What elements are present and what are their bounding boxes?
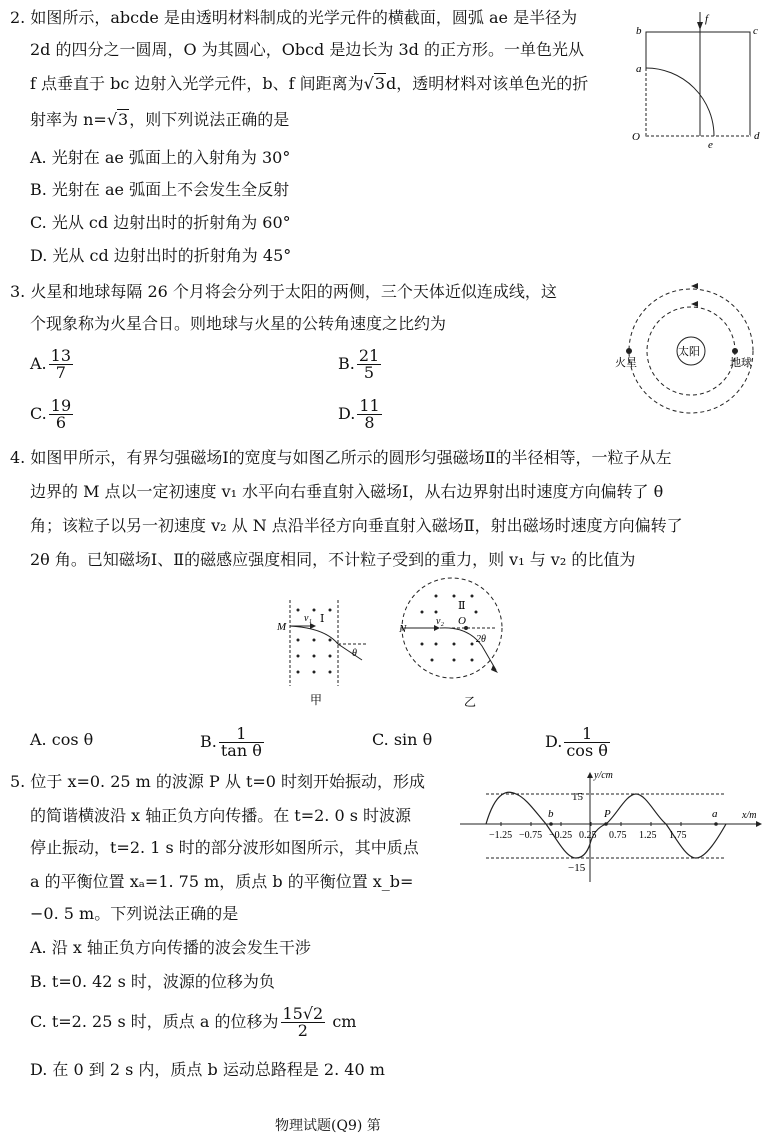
label-b: b (548, 808, 554, 820)
q5-option-d: D. 在 0 到 2 s 内，质点 b 运动总路程是 2. 40 m (30, 1060, 385, 1079)
q2-option-b: B. 光射在 ae 弧面上不会发生全反射 (30, 180, 290, 199)
q4-line4: 2θ 角。已知磁场Ⅰ、Ⅱ的磁感应强度相同，不计粒子受到的重力，则 v₁ 与 v₂ 的比值为 (30, 550, 636, 569)
label-v2: v₂ (436, 616, 444, 627)
x-tick-label: 1.75 (669, 830, 687, 841)
q2-line1: 2. 如图所示，abcde 是由透明材料制成的光学元件的横截面，圆弧 ae 是半径为 (10, 8, 578, 27)
q4-option-b: B. $\frac{1}{\text{tan θ}}$ (200, 724, 262, 760)
q2-option-a: A. 光射在 ae 弧面上的入射角为 30° (30, 148, 291, 167)
q5-line4: a 的平衡位置 xₐ=1. 75 m，质点 b 的平衡位置 x_b= (30, 872, 414, 891)
x-tick-label: −0.25 (549, 830, 573, 841)
label-f: f (705, 13, 709, 25)
y-top-label: 15 (572, 791, 583, 803)
label-d: d (754, 130, 760, 142)
q5-option-c: C. t=2. 25 s 时，质点 a 的位移为 $\frac{15√2}{2}$ cm (30, 1004, 357, 1040)
label-yi: 乙 (464, 695, 477, 709)
q3-option-c: C. $\frac{19}{6}$ (30, 396, 72, 432)
q5-line2: 的简谐横波沿 x 轴正负方向传播。在 t=2. 0 s 时波源 (30, 806, 412, 825)
x-tick-label: 0.75 (609, 830, 627, 841)
q5-line1: 5. 位于 x=0. 25 m 的波源 P 从 t=0 时刻开始振动，形成 (10, 772, 426, 791)
q3-line1: 3. 火星和地球每隔 26 个月将会分列于太阳的两侧，三个天体近似连成线，这 (10, 282, 557, 301)
earth-label: 地球 (730, 357, 752, 369)
x-axis-label: x/m (742, 810, 757, 821)
label-e: e (708, 139, 713, 151)
earth-orbit-arrow (691, 301, 698, 307)
page-footer: 物理试题(Q9) 第 (275, 1118, 381, 1134)
q3-line2: 个现象称为火星合日。则地球与火星的公转角速度之比约为 (30, 314, 447, 333)
q3-option-b: B. $\frac{21}{5}$ (338, 346, 380, 382)
label-field-II: Ⅱ (458, 600, 466, 612)
q4-option-c: C. sin θ (372, 730, 433, 749)
label-a: a (636, 63, 642, 75)
label-2theta: 2θ (476, 634, 486, 645)
label-b: b (636, 25, 642, 37)
mars-dot (626, 348, 632, 354)
y-bottom-label: −15 (568, 862, 586, 874)
x-tick-label: −0.75 (519, 830, 543, 841)
label-v1: v₁ (304, 613, 312, 624)
q5-wave-graph (456, 770, 768, 884)
q3-option-d: D. $\frac{11}{8}$ (338, 396, 380, 432)
q2-line4: 射率为 n=√3，则下列说法正确的是 (30, 110, 290, 129)
earth-dot (732, 348, 738, 354)
x-tick-label: −1.25 (489, 830, 513, 841)
square-outline (646, 32, 750, 136)
arc-ae (646, 68, 714, 136)
x-tick-label: 1.25 (639, 830, 657, 841)
label-M: M (277, 621, 287, 633)
q2-line2: 2d 的四分之一圆周，O 为其圆心，Obcd 是边长为 3d 的正方形。一单色光从 (30, 40, 584, 59)
mars-label: 火星 (615, 357, 637, 369)
label-c: c (753, 25, 758, 37)
q5-option-a: A. 沿 x 轴正负方向传播的波会发生干涉 (30, 938, 311, 957)
q4-line2: 边界的 M 点以一定初速度 v₁ 水平向右垂直射入磁场Ⅰ，从右边界射出时速度方向偏转了 θ (30, 482, 664, 501)
y-axis-label: y/cm (594, 770, 613, 781)
q3-option-a: A. $\frac{13}{7}$ (30, 346, 71, 382)
q4-line1: 4. 如图甲所示，有界匀强磁场Ⅰ的宽度与如图乙所示的圆形匀强磁场Ⅱ的半径相等，一粒子从左 (10, 448, 672, 467)
q5-option-b: B. t=0. 42 s 时，波源的位移为负 (30, 972, 275, 991)
q4-line3: 角；该粒子以另一初速度 v₂ 从 N 点沿半径方向垂直射入磁场Ⅱ，射出磁场时速度方向偏转了 (30, 516, 683, 535)
label-jia: 甲 (310, 693, 323, 707)
q3-orbit-figure (612, 272, 770, 434)
label-theta: θ (352, 648, 357, 659)
q5-line5: −0. 5 m。下列说法正确的是 (30, 904, 239, 923)
label-P: P (604, 808, 611, 820)
label-N: N (399, 623, 407, 635)
q2-optical-figure (628, 8, 768, 153)
q2-line3: f 点垂直于 bc 边射入光学元件，b、f 间距离为√3d，透明材料对该单色光的折 (30, 74, 589, 93)
label-O: O (458, 615, 466, 627)
q4-option-a: A. cos θ (30, 730, 94, 749)
q2-option-c: C. 光从 cd 边射出时的折射角为 60° (30, 213, 291, 232)
q5-line3: 停止振动，t=2. 1 s 时的部分波形如图所示，其中质点 (30, 838, 419, 857)
mars-orbit-arrow (691, 283, 698, 289)
label-a: a (712, 808, 718, 820)
q2-option-d: D. 光从 cd 边射出时的折射角为 45° (30, 246, 292, 265)
label-o: O (632, 131, 640, 143)
label-field-I: Ⅰ (320, 613, 325, 625)
x-tick-label: 0.25 (579, 830, 597, 841)
q4-option-d: D. $\frac{1}{\text{cos θ}}$ (545, 724, 608, 760)
q4-figure-jia (270, 594, 370, 714)
sun-label: 太阳 (678, 346, 700, 358)
q4-figure-yi (396, 574, 512, 714)
